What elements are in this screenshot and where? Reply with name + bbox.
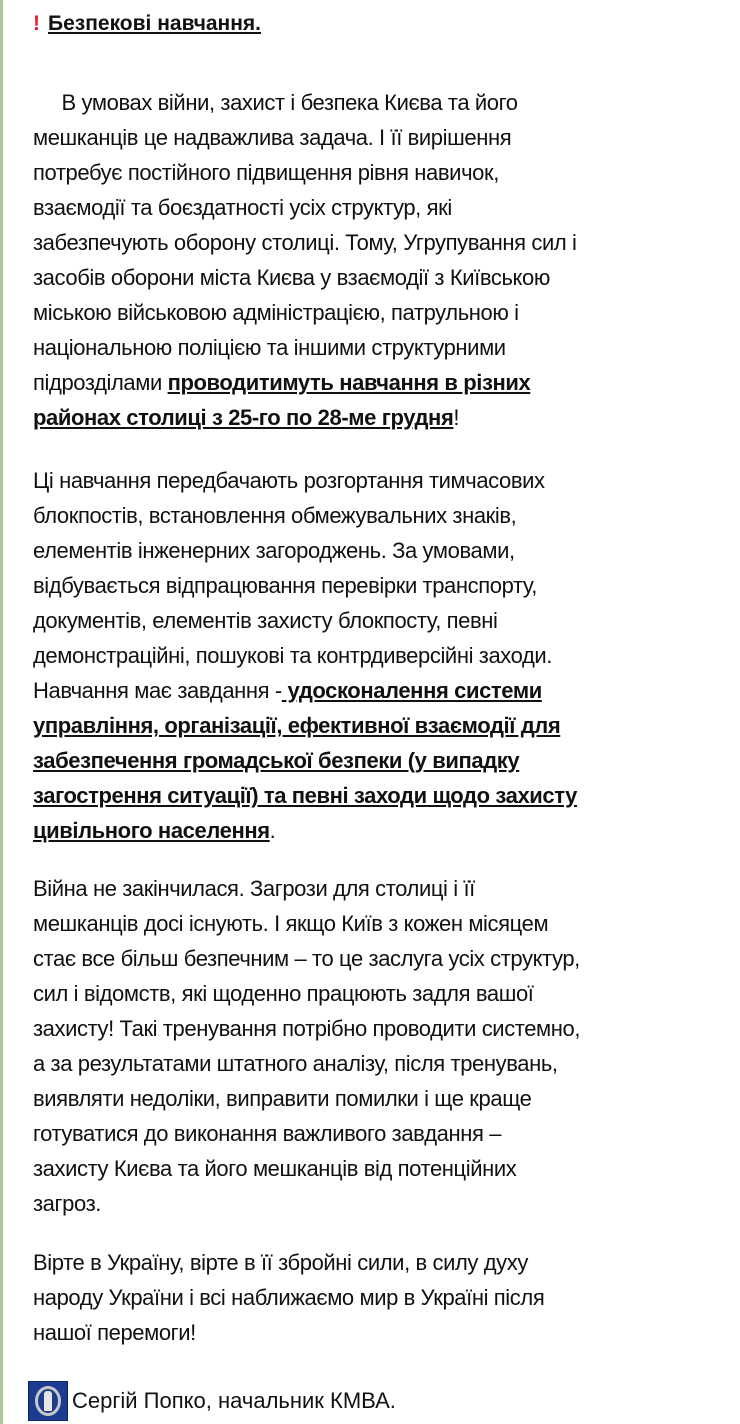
text-segment: демонстраційні, пошукові та контрдиверсійні заходи. (33, 643, 553, 668)
emphasized-text: районах столиці з 25-го по 28-ме грудня (33, 405, 454, 430)
text-line (33, 365, 576, 400)
text-line (33, 568, 577, 603)
paragraph-intro (33, 85, 576, 435)
text-segment: засобів оборони міста Києва у взаємодії з Київською (33, 265, 550, 290)
signature (28, 1381, 396, 1421)
text-line (33, 155, 576, 190)
text-line (33, 813, 577, 848)
text-segment: мешканців досі існують. І якщо Київ з кожен місяцем (33, 911, 549, 936)
text-line (33, 463, 577, 498)
text-segment: Ці навчання передбачають розгортання тимчасових (33, 468, 545, 493)
emphasized-text: управління, організації, ефективної взаємодії для (33, 713, 561, 738)
text-segment: національною поліцією та іншими структурними (33, 335, 506, 360)
text-line (33, 1116, 580, 1151)
text-segment: Війна не закінчилася. Загрози для столиці і її (33, 876, 475, 901)
text-line (33, 1081, 580, 1116)
emphasized-text: забезпечення громадської безпеки (у випадку (33, 748, 520, 773)
text-segment: Навчання має завдання - (33, 678, 282, 703)
text-segment: взаємодії та боєздатності усіх структур, які (33, 195, 452, 220)
text-line (33, 1151, 580, 1186)
text-line (33, 295, 576, 330)
text-line (33, 871, 580, 906)
text-line (33, 603, 577, 638)
text-line (33, 673, 577, 708)
text-line (33, 190, 576, 225)
text-line (33, 225, 576, 260)
text-segment: підрозділами (33, 370, 168, 395)
emphasized-text: загострення ситуації) та певні заходи щодо захисту (33, 783, 578, 808)
text-line (33, 330, 576, 365)
text-segment: стає все більш безпечним – то це заслуга усіх структур, (33, 946, 580, 971)
text-line (33, 906, 580, 941)
post-title-text: Безпекові навчання. (48, 12, 262, 35)
text-line (33, 1011, 580, 1046)
text-line (33, 778, 577, 813)
emphasized-text: проводитимуть навчання в різних (167, 370, 531, 395)
text-segment: сил і відомств, які щоденно працюють задля вашої (33, 981, 534, 1006)
text-line (33, 85, 576, 120)
text-segment: блокпостів, встановлення обмежувальних знаків, (33, 503, 517, 528)
paragraph-war-context (33, 871, 580, 1221)
text-line (33, 400, 576, 435)
emphasized-text: удосконалення системи (281, 678, 542, 703)
text-segment: елементів інженерних загороджень. За умовами, (33, 538, 515, 563)
text-segment: мешканців це надважлива задача. І її вирішення (33, 125, 512, 150)
text-line (33, 260, 576, 295)
text-line (33, 941, 580, 976)
text-line (33, 1046, 580, 1081)
text-line (33, 120, 576, 155)
text-segment: . (269, 818, 276, 843)
signature-text: Сергій Попко, начальник КМВА. (72, 1388, 396, 1413)
emphasized-text: цивільного населення (33, 818, 270, 843)
paragraph-exercise-details (33, 463, 577, 848)
text-segment: загроз. (33, 1191, 101, 1216)
paragraph-closing (33, 1245, 544, 1350)
text-segment: забезпечують оборону столиці. Тому, Угрупування сил і (33, 230, 577, 255)
text-segment: В умовах війни, захист і безпека Києва та його (33, 90, 518, 115)
text-line (33, 976, 580, 1011)
text-segment: ! (453, 405, 460, 430)
text-line (33, 533, 577, 568)
text-line (33, 1315, 544, 1350)
kyiv-coat-of-arms-icon (28, 1381, 68, 1421)
text-segment: народу України і всі наближаємо мир в Україні після (33, 1285, 545, 1310)
text-segment: міською військовою адміністрацією, патрульною і (33, 300, 519, 325)
text-line (33, 1186, 580, 1221)
text-line (33, 638, 577, 673)
text-line (33, 708, 577, 743)
text-line (33, 743, 577, 778)
text-segment: виявляти недоліки, виправити помилки і ще краще (33, 1086, 532, 1111)
text-segment: нашої перемоги! (33, 1320, 196, 1345)
text-line (33, 498, 577, 533)
text-line (33, 1280, 544, 1315)
red-exclamation-icon: ! (33, 12, 40, 35)
text-segment: готуватися до виконання важливого завдання – (33, 1121, 502, 1146)
post-title (33, 12, 261, 36)
message-left-border (0, 0, 3, 1424)
text-segment: а за результатами штатного аналізу, після тренувань, (33, 1051, 558, 1076)
text-segment: захисту! Такі тренування потрібно проводити системно, (33, 1016, 581, 1041)
text-segment: відбувається відпрацювання перевірки транспорту, (33, 573, 537, 598)
text-segment: Вірте в Україну, вірте в її збройні сили, в силу духу (33, 1250, 528, 1275)
text-segment: потребує постійного підвищення рівня навичок, (33, 160, 499, 185)
text-line (33, 1245, 544, 1280)
text-segment: документів, елементів захисту блокпосту, певні (33, 608, 498, 633)
text-segment: захисту Києва та його мешканців від потенційних (33, 1156, 517, 1181)
